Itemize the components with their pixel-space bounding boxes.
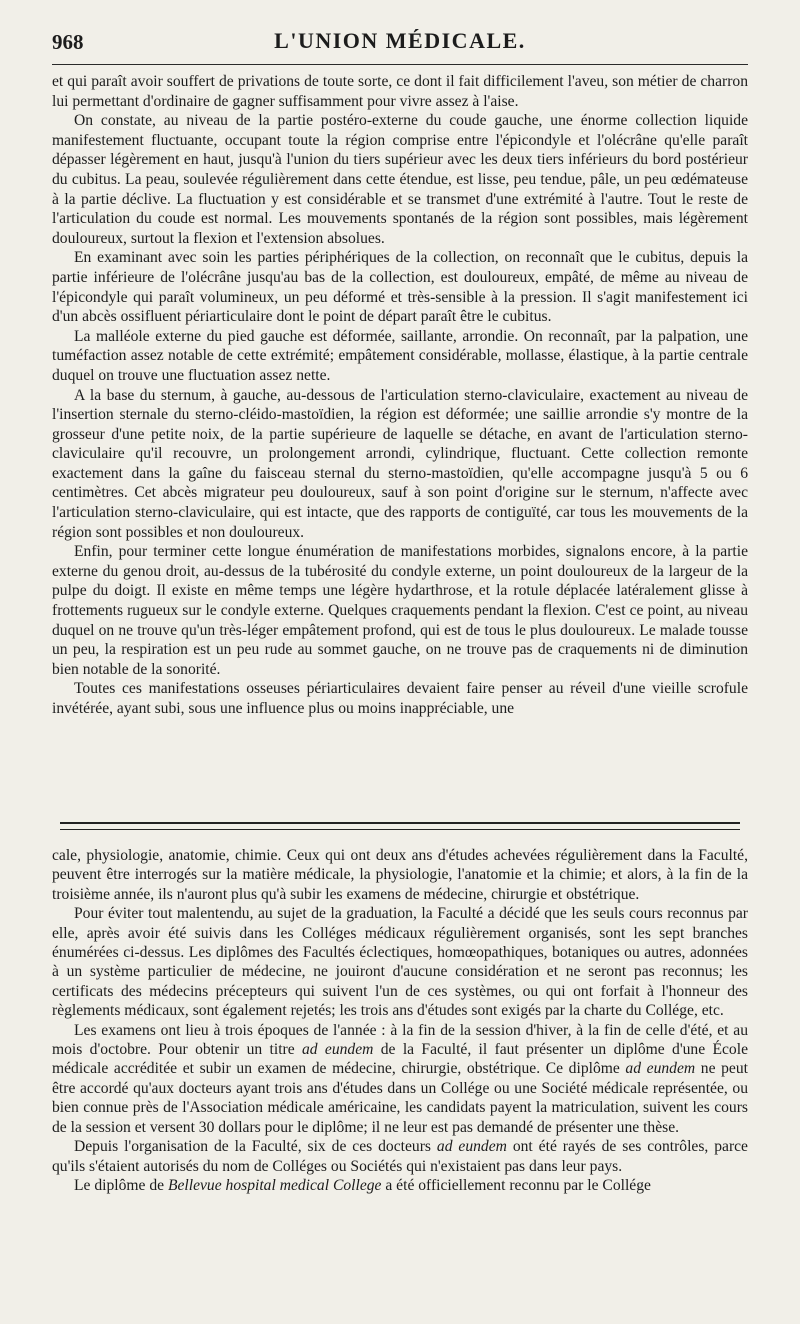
running-header [52, 22, 748, 62]
section-divider [60, 822, 740, 830]
upper-article [52, 72, 748, 719]
text-run: ont été rayés de ses contrôles, parce qu'ils s'étaient autorisés du nom de Colléges ou Sociétés qui n'existaient pas dans leur pays. [52, 1138, 748, 1175]
italic-term: ad eundem [301, 1041, 374, 1059]
paragraph [52, 1137, 748, 1176]
italic-term: ad eundem [436, 1138, 507, 1156]
text-run: Le diplôme de [74, 1176, 168, 1194]
header-rule [52, 64, 748, 65]
paragraph: En examinant avec soin les parties périphériques de la collection, on reconnaît que le cubitus, depuis la partie inférieure de l'olécrâne jusqu'au bas de la collection, est douloureux, empâté, de même au niveau de l'épicondyle qui paraît volumineux, un peu déformé et très-sensible à la pression. Il s'agit manifestement ici d'un abcès ossifluent périarticulaire dont le point de départ paraît être le cubitus. [52, 249, 748, 326]
paragraph: cale, physiologie, anatomie, chimie. Ceux qui ont deux ans d'études achevées régulièrement dans la Faculté, peuvent être interrogés sur la matière médicale, la physiologie, l'anatomie et la chimie; et alors, à la fin de la troisième année, ils n'auront plus qu'à subir les examens de médecine, chirurgie et obstétrique. [52, 847, 748, 903]
text-run: a été officiellement reconnu par le Collége [381, 1176, 651, 1194]
paragraph: A la base du sternum, à gauche, au-dessous de l'articulation sterno-claviculaire, exactement au niveau de l'insertion sternale du sterno-cléido-mastoïdien, la région est déformée; une saillie arrondie s'y montre de la grosseur d'une petite noix, de la partie supérieure de laquelle se détache, en avant de l'articulation sterno-claviculaire qu'il recouvre, un prolongement arrondi, cylindrique, fluctuant. Cette collection remonte exactement dans la gaîne du faisceau sternal du sterno-mastoïdien, qu'elle accompagne jusqu'à 5 ou 6 centimètres. Cet abcès migrateur peu douloureux, sauf à son point d'origine sur le sternum, n'affecte avec l'articulation sterno-claviculaire, qui est intacte, que des rapports de contiguïté, car tous les mouvements de la région sont possibles et non douloureux. [52, 386, 748, 541]
paragraph: Pour éviter tout malentendu, au sujet de la graduation, la Faculté a décidé que les seuls cours reconnus par elle, après avoir été suivis dans les Colléges médicaux régulièrement organisés, sont les sept branches énumérées ci-dessus. Les diplômes des Facultés éclectiques, homœopathiques, botaniques ou autres, adonnées à un système particulier de médecine, ne jouiront d'aucune considération et ne seront pas reconnus; les certificats des médecins précepteurs qui suivent l'un de ces systèmes, ou qui ont forfait à l'honneur des règlements médicaux, sont également rejetés; les trois ans d'études sont exigés par la charte du Collége, etc. [52, 905, 748, 1020]
paragraph: On constate, au niveau de la partie postéro-externe du coude gauche, une énorme collection liquide manifestement fluctuante, occupant toute la région comprise entre l'épicondyle et l'olécrâne qu'elle paraît dépasser légèrement en haut, jusqu'à l'union du tiers supérieur avec les deux tiers inférieurs du bord postérieur du cubitus. La peau, soulevée régulièrement dans cette étendue, est lisse, peu tendue, pâle, un peu œdémateuse à la partie déclive. La fluctuation y est considérable et se transmet d'une extrémité à l'autre. Tout le reste de l'articulation du coude est normal. Les mouvements spontanés de la région sont possibles, mais légèrement douloureux, surtout la flexion et l'extension absolues. [52, 112, 748, 247]
paragraph: Enfin, pour terminer cette longue énumération de manifestations morbides, signalons encore, à la partie externe du genou droit, au-dessus de la tubérosité du condyle externe, un point douloureux de la largeur de la pulpe du doigt. Il existe en même temps une légère hydarthrose, et la rotule déplacée latéralement glisse à frottements rugueux sur le condyle externe. Quelques craquements pendant la flexion. C'est ce point, au niveau duquel on ne trouve qu'un très-léger empâtement profond, qui est de tous le plus douloureux. Le malade tousse un peu, la respiration est un peu rude au sommet gauche, on ne trouve pas de craquements ni de diminution bien notable de la sonorité. [52, 543, 748, 678]
page-number: 968 [52, 30, 84, 54]
paragraph: La malléole externe du pied gauche est déformée, saillante, arrondie. On reconnaît, par la palpation, une tuméfaction assez notable de cette extrémité; empâtement considérable, mollasse, élastique, à la partie centrale duquel on trouve une fluctuation assez nette. [52, 327, 748, 384]
lower-article [52, 846, 748, 1195]
paragraph: et qui paraît avoir souffert de privations de toute sorte, ce dont il fait difficilement l'aveu, son métier de charron lui permettant d'ordinaire de gagner suffisamment pour vivre assez à l'aise. [52, 73, 748, 110]
text-run: Depuis l'organisation de la Faculté, six de ces docteurs [74, 1138, 437, 1156]
italic-term: ad eundem [625, 1060, 696, 1078]
text-run: de la Faculté, il faut présenter un diplôme d'une École médicale accréditée et subir un examen de médecine, chirurgie, obstétrique. Ce diplôme [52, 1041, 748, 1078]
paragraph: Toutes ces manifestations osseuses périarticulaires devaient faire penser au réveil d'une vieille scrofule invétérée, ayant subi, sous une influence plus ou moins inappréciable, une [52, 680, 748, 717]
journal-title: L'UNION MÉDICALE. [274, 28, 526, 53]
text-run: ne peut être accordé qu'aux docteurs ayant trois ans d'études dans un Collége ou une Société médicale représentée, ou bien connue près de l'Association médicale américaine, les candidats payent la matriculation, suivent les cours de la session et versent 30 dollars pour le diplôme; il ne leur est pas demandé de présenter une thèse. [52, 1060, 748, 1136]
text-run: Les examens ont lieu à trois époques de l'année : à la fin de la session d'hiver, à la fin de celle d'été, et au mois d'octobre. Pour obtenir un titre [52, 1021, 748, 1059]
paragraph [52, 1176, 748, 1195]
italic-term: Bellevue hospital medical College [167, 1176, 382, 1194]
paragraph [52, 1021, 748, 1137]
